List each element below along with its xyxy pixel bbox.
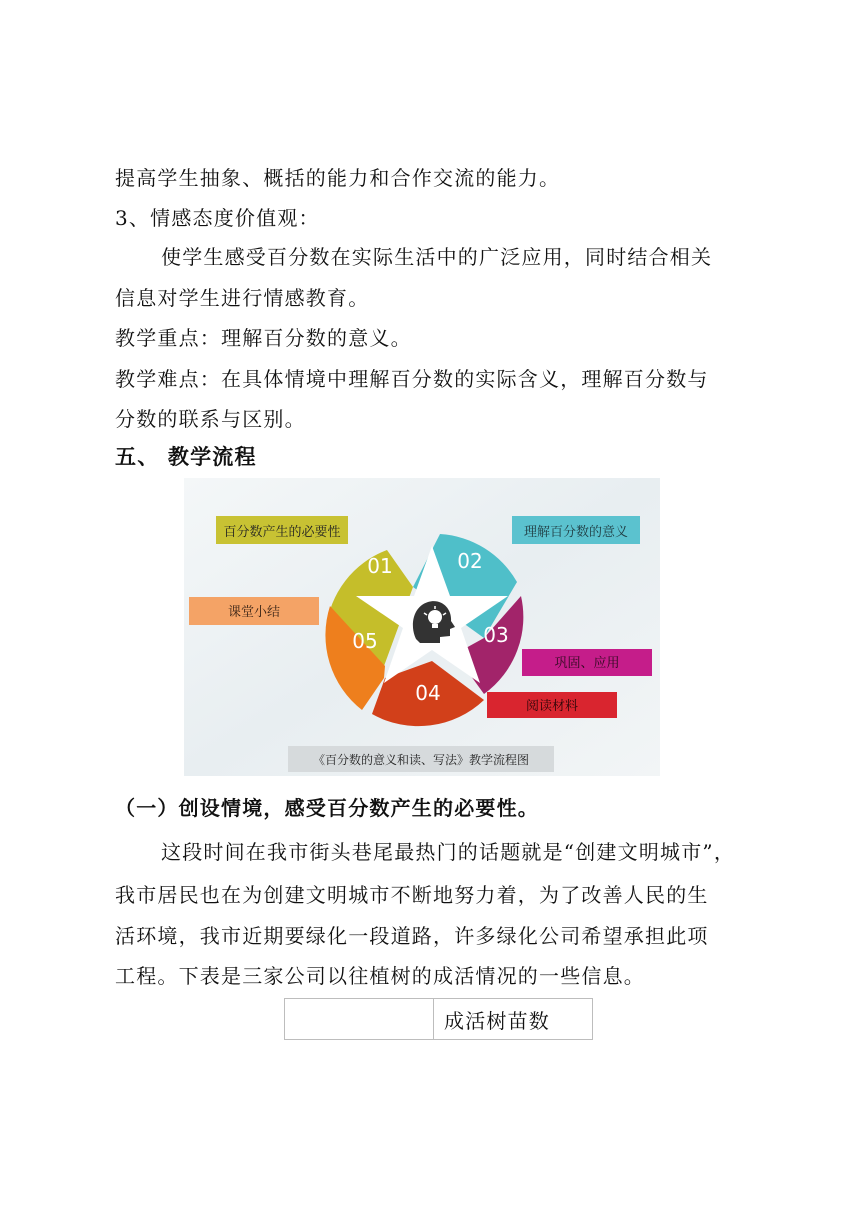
subsection-heading: （一）创设情境，感受百分数产生的必要性。 [115, 796, 539, 820]
para-abstract-ability: 提高学生抽象、概括的能力和合作交流的能力。 [115, 166, 561, 190]
para-attitude-line1: 使学生感受百分数在实际生活中的广泛应用，同时结合相关 [161, 245, 713, 269]
story-line2: 我市居民也在为创建文明城市不断地努力着，为了改善人民的生 [115, 883, 709, 907]
label-summary: 课堂小结 [227, 605, 281, 620]
teaching-flow-diagram [184, 478, 660, 776]
label-necessity: 百分数产生的必要性 [223, 525, 341, 540]
label-meaning: 理解百分数的意义 [523, 525, 629, 540]
diagram-caption: 《百分数的意义和读、写法》教学流程图 [312, 753, 530, 767]
segment-number-02: 02 [457, 549, 483, 573]
table-row [285, 999, 593, 1040]
story-line1: 这段时间在我市街头巷尾最热门的话题就是“创建文明城市”， [161, 840, 736, 864]
para-key-point: 教学重点：理解百分数的意义。 [115, 326, 412, 350]
tree-survival-table [284, 998, 593, 1040]
segment-number-05: 05 [352, 629, 378, 653]
segment-number-04: 04 [415, 681, 441, 705]
para-difficulty-line2: 分数的联系与区别。 [115, 407, 306, 431]
section-heading-teaching-flow: 五、 教学流程 [115, 445, 257, 469]
para-attitude-line2: 信息对学生进行情感教育。 [115, 286, 370, 310]
table-cell-blank [285, 999, 434, 1040]
story-line4: 工程。下表是三家公司以往植树的成活情况的一些信息。 [115, 964, 645, 988]
label-practice: 巩固、应用 [554, 656, 620, 671]
segment-number-01: 01 [367, 554, 393, 578]
segment-number-03: 03 [483, 623, 509, 647]
table-header-surviving-seedlings: 成活树苗数 [434, 999, 593, 1040]
head-lightbulb-icon [407, 596, 457, 646]
para-difficulty-line1: 教学难点：在具体情境中理解百分数的实际含义，理解百分数与 [115, 367, 709, 391]
heading-attitude-values: 3、情感态度价值观： [115, 206, 320, 230]
label-reading: 阅读材料 [525, 699, 579, 714]
story-line3: 活环境，我市近期要绿化一段道路，许多绿化公司希望承担此项 [115, 924, 709, 948]
